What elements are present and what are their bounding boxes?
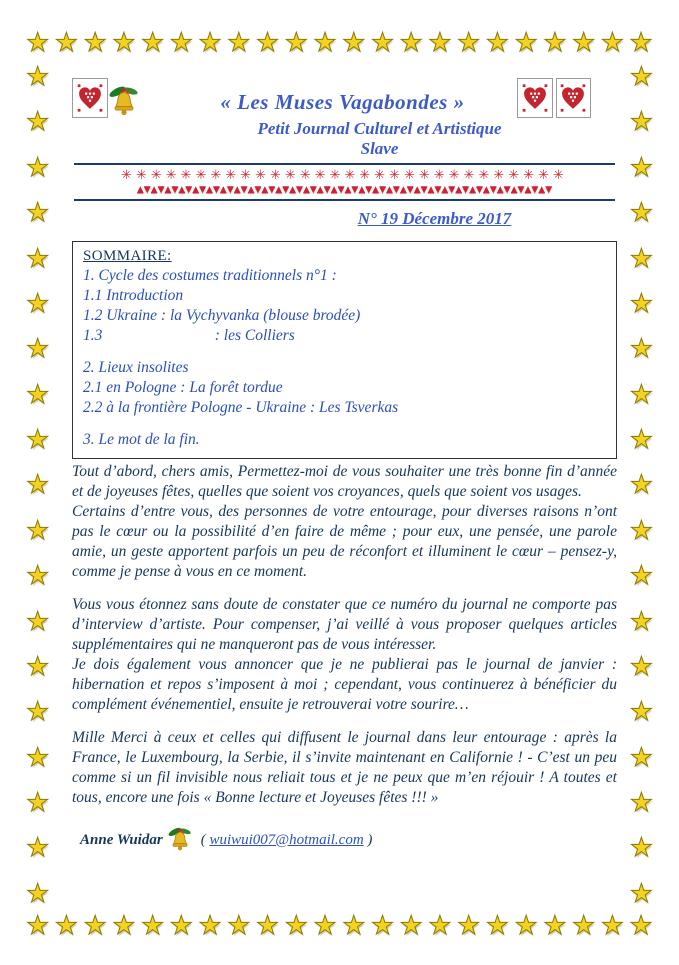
sommaire-item: 3. Le mot de la fin.	[83, 431, 200, 448]
star-icon: ★	[26, 379, 50, 410]
star-icon: ★	[54, 28, 79, 58]
email-wrapper	[201, 832, 373, 849]
star-icon: ★	[629, 107, 653, 138]
star-border-top	[26, 30, 653, 56]
header-right-ornaments	[517, 78, 617, 118]
star-icon: ★	[514, 28, 538, 58]
ornament-band-zigzag: ▲▼▲▼▲▼▲▼▲▼▲▼▲▼▲▼▲▼▲▼▲▼▲▼▲▼▲▼▲▼▲▼▲▼▲▼▲▼▲▼▲▼▲▼▲▼▲▼▲▼▲▼▲▼▲▼▲▼▲▼	[136, 185, 553, 195]
header	[72, 78, 617, 159]
star-icon: ★	[26, 243, 50, 274]
star-icon: ★	[26, 198, 50, 229]
star-icon: ★	[399, 28, 423, 58]
star-icon: ★	[83, 28, 107, 58]
journal-subtitle: Petit Journal Culturel et Artistique Slave	[257, 119, 502, 158]
journal-title: « Les Muses Vagabondes »	[220, 90, 465, 114]
star-icon: ★	[83, 911, 107, 941]
star-icon: ★	[342, 911, 366, 941]
paragraph: Certains d’entre vous, des personnes de votre entourage, pour diverses raisons n’ont pas le cœur ou la possibilité d’en faire de même ; pour eux, une pensée, une parole amie, un geste apportent parfois un peu de réconfort et illuminent le cœur – pensez-y, comme je pense à vous en ce moment.	[72, 503, 617, 580]
sommaire-item: 2.2 à la frontière Pologne - Ukraine : Les Tsverkas	[83, 399, 399, 416]
star-icon: ★	[198, 911, 222, 941]
star-icon: ★	[629, 243, 653, 274]
christmas-bell-icon	[165, 824, 195, 856]
star-icon: ★	[284, 911, 308, 941]
star-border-right	[630, 64, 653, 907]
star-icon: ★	[26, 107, 50, 138]
paragraph: Mille Merci à ceux et celles qui diffusent le journal dans leur entourage : après la France, le Luxembourg, la Serbie, il s’invite maintenant en Californie ! - C’est un peu comme si un fil invisible nous reliait tous et je ne peux que m’en réjouir ! A toutes et tous, encore une fois « Bonne lecture et Joyeuses fêtes !!! »	[72, 729, 617, 806]
star-icon: ★	[629, 651, 653, 682]
star-icon: ★	[26, 742, 50, 773]
sommaire-item	[83, 418, 606, 430]
star-icon: ★	[629, 606, 653, 637]
star-icon: ★	[26, 425, 50, 455]
author-name: Anne Wuidar	[80, 831, 163, 848]
star-icon: ★	[370, 28, 395, 58]
star-icon: ★	[571, 911, 596, 941]
divider-rule-bottom	[74, 199, 615, 201]
star-icon: ★	[342, 28, 366, 58]
star-icon: ★	[629, 28, 653, 58]
star-icon: ★	[284, 28, 308, 58]
star-border-bottom	[26, 913, 653, 939]
signature-row	[72, 824, 617, 856]
sommaire-item: 2. Lieux insolites	[83, 359, 189, 376]
paragraph: Vous vous étonnez sans doute de constater que ce numéro du journal ne comporte pas d’interview d’artiste. Pour compenser, j’ai veillé à vous proposer quelques articles supplémentaires qui ne manqueront pas de vous intéresser.	[72, 596, 617, 653]
close-paren: )	[367, 831, 373, 848]
star-icon: ★	[399, 911, 423, 941]
sommaire-item	[83, 346, 606, 358]
star-icon: ★	[26, 515, 50, 546]
star-icon: ★	[26, 651, 50, 682]
star-icon: ★	[629, 788, 653, 818]
star-icon: ★	[629, 152, 653, 183]
cross-stitch-heart-icon	[517, 78, 553, 118]
star-icon: ★	[112, 911, 136, 941]
star-icon: ★	[26, 833, 50, 864]
star-icon: ★	[54, 911, 79, 941]
star-icon: ★	[26, 470, 50, 501]
star-icon: ★	[112, 28, 136, 58]
star-icon: ★	[485, 28, 510, 58]
title-block	[168, 78, 517, 159]
star-icon: ★	[140, 911, 165, 941]
issue-line	[72, 209, 617, 229]
star-icon: ★	[26, 288, 50, 319]
header-left-ornaments	[72, 78, 168, 122]
star-icon: ★	[140, 28, 165, 58]
star-icon: ★	[428, 28, 452, 58]
star-icon: ★	[629, 878, 653, 909]
email-link[interactable]: wuiwui007@hotmail.com	[209, 831, 364, 848]
star-icon: ★	[629, 742, 653, 773]
star-icon: ★	[198, 28, 222, 58]
page-content	[72, 78, 617, 856]
star-icon: ★	[26, 152, 50, 183]
sommaire-item: 1.3 : les Colliers	[83, 327, 295, 344]
star-border-left	[26, 64, 49, 907]
paragraph-spacer	[72, 715, 617, 728]
issue-number: N° 19 Décembre 2017	[357, 209, 512, 228]
star-icon: ★	[629, 561, 653, 592]
paragraph-spacer	[72, 582, 617, 595]
sommaire-item: 1.1 Introduction	[83, 287, 184, 304]
star-icon: ★	[543, 28, 567, 58]
star-icon: ★	[600, 28, 624, 58]
star-icon: ★	[26, 334, 50, 365]
sommaire-heading: SOMMAIRE:	[83, 248, 172, 264]
star-icon: ★	[629, 833, 653, 864]
star-icon: ★	[255, 28, 280, 58]
star-icon: ★	[629, 425, 653, 455]
open-paren: (	[200, 831, 206, 848]
star-icon: ★	[571, 28, 596, 58]
star-icon: ★	[26, 62, 50, 92]
cross-stitch-heart-icon	[556, 78, 592, 118]
star-icon: ★	[313, 28, 337, 58]
star-icon: ★	[485, 911, 510, 941]
star-icon: ★	[457, 28, 481, 58]
star-icon: ★	[313, 911, 337, 941]
star-icon: ★	[629, 697, 653, 728]
star-icon: ★	[629, 911, 653, 941]
paragraph: Je dois également vous annoncer que je ne publierai pas le journal de janvier : hibernation et repos s’imposent à moi ; cependant, vous continuerez à bénéficier du complément événementiel, ensuite je retrouverai votre sourire…	[72, 656, 617, 713]
star-icon: ★	[26, 606, 50, 637]
star-icon: ★	[227, 28, 251, 58]
paragraph: Tout d’abord, chers amis, Permettez-moi de vous souhaiter une très bonne fin d’année et de joyeuses fêtes, quelles que soient vos croyances, quels que soient vos usages.	[72, 463, 617, 500]
star-icon: ★	[629, 470, 653, 501]
ornament-band	[84, 168, 605, 195]
star-icon: ★	[26, 561, 50, 592]
star-icon: ★	[26, 788, 50, 818]
star-icon: ★	[457, 911, 481, 941]
star-icon: ★	[514, 911, 538, 941]
star-icon: ★	[600, 911, 624, 941]
star-icon: ★	[629, 334, 653, 365]
star-icon: ★	[26, 878, 50, 909]
sommaire-item: 2.1 en Pologne : La forêt tordue	[83, 379, 283, 396]
divider-rule-top	[74, 163, 615, 165]
sommaire-item: 1. Cycle des costumes traditionnels n°1 :	[83, 267, 337, 284]
editorial-text	[72, 462, 617, 808]
star-icon: ★	[169, 28, 193, 58]
star-icon: ★	[255, 911, 280, 941]
sommaire-item: 1.2 Ukraine : la Vychyvanka (blouse brodée)	[83, 307, 361, 324]
christmas-bell-icon	[105, 82, 143, 122]
star-icon: ★	[370, 911, 395, 941]
star-icon: ★	[629, 198, 653, 229]
star-icon: ★	[629, 515, 653, 546]
sommaire-box	[72, 241, 617, 459]
star-icon: ★	[227, 911, 251, 941]
star-icon: ★	[26, 28, 50, 58]
star-icon: ★	[428, 911, 452, 941]
cross-stitch-heart-icon	[72, 78, 108, 118]
star-icon: ★	[543, 911, 567, 941]
star-icon: ★	[629, 379, 653, 410]
ornament-band-snowflakes: ✳✳✳✳✳✳✳✳✳✳✳✳✳✳✳✳✳✳✳✳✳✳✳✳✳✳✳✳✳✳	[121, 168, 568, 183]
star-icon: ★	[629, 62, 653, 92]
star-icon: ★	[629, 288, 653, 319]
star-icon: ★	[26, 697, 50, 728]
star-icon: ★	[169, 911, 193, 941]
star-icon: ★	[26, 911, 50, 941]
sommaire-list	[83, 266, 606, 450]
